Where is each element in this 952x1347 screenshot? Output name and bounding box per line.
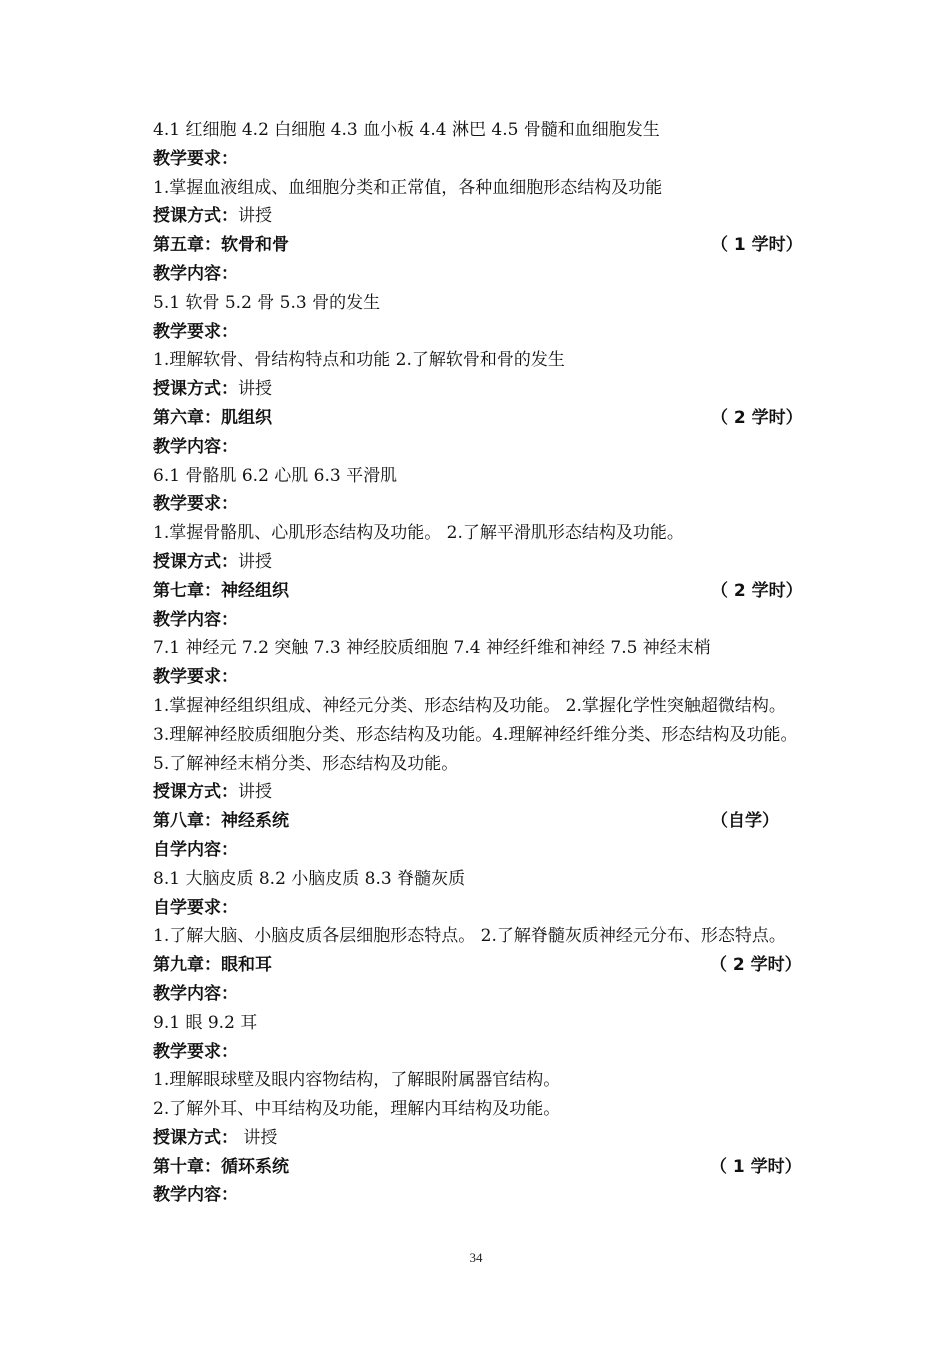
- chapter-heading-7: [153, 577, 883, 606]
- section-label-requirements: 教学要求：: [153, 667, 238, 688]
- section-label-requirements: 教学要求：: [153, 321, 238, 342]
- teaching-method-label: 授课方式：: [153, 782, 238, 803]
- requirement-text: 1.了解大脑、小脑皮质各层细胞形态特点。 2.了解脊髓灰质神经元分布、形态特点。: [153, 926, 786, 947]
- requirement-text: 3.理解神经胶质细胞分类、形态结构及功能。4.理解神经纤维分类、形态结构及功能。: [153, 724, 798, 745]
- requirement-text: 2.了解外耳、中耳结构及功能，理解内耳结构及功能。: [153, 1099, 561, 1120]
- content-list-ch7: 7.1 神经元 7.2 突触 7.3 神经胶质细胞 7.4 神经纤维和神经 7.5 神经末梢: [153, 638, 711, 659]
- content-list-ch6: 6.1 骨骼肌 6.2 心肌 6.3 平滑肌: [153, 465, 398, 486]
- requirement-text: 1.掌握神经组织组成、神经元分类、形态结构及功能。 2.掌握化学性突触超微结构。: [153, 695, 786, 716]
- section-label-requirements: 教学要求：: [153, 148, 238, 169]
- teaching-method-row: [153, 375, 883, 404]
- section-label-content: 教学内容：: [153, 436, 238, 457]
- chapter-heading-6: [153, 404, 883, 433]
- teaching-method-row: [153, 202, 883, 231]
- teaching-method-label: 授课方式：: [153, 379, 238, 400]
- chapter-hours: （ 2 学时）: [711, 407, 803, 428]
- content-list-ch5: 5.1 软骨 5.2 骨 5.3 骨的发生: [153, 292, 381, 313]
- teaching-method-row: [153, 548, 883, 577]
- teaching-method-label: 授课方式：: [153, 1127, 238, 1148]
- chapter-title: 第九章：眼和耳: [153, 955, 272, 976]
- requirement-text: 1.理解软骨、骨结构特点和功能 2.了解软骨和骨的发生: [153, 350, 565, 371]
- requirement-text: 5.了解神经末梢分类、形态结构及功能。: [153, 753, 459, 774]
- chapter-hours: （ 2 学时）: [710, 955, 802, 976]
- teaching-method-value: 讲授: [238, 1127, 278, 1148]
- chapter-hours: （ 1 学时）: [710, 1156, 802, 1177]
- chapter-heading-10: [153, 1153, 883, 1182]
- teaching-method-row: [153, 778, 883, 807]
- teaching-method-value: 讲授: [238, 782, 272, 803]
- content-list-ch9: 9.1 眼 9.2 耳: [153, 1012, 258, 1033]
- chapter-heading-9: [153, 951, 883, 980]
- section-label-content: 教学内容：: [153, 263, 238, 284]
- section-label-self-study-content: 自学内容：: [153, 839, 238, 860]
- teaching-method-label: 授课方式：: [153, 551, 238, 572]
- content-list-ch4: 4.1 红细胞 4.2 白细胞 4.3 血小板 4.4 淋巴 4.5 骨髓和血细胞发生: [153, 120, 660, 140]
- chapter-hours: （自学）: [711, 811, 779, 832]
- section-label-content: 教学内容：: [153, 1185, 238, 1206]
- chapter-hours: （ 1 学时）: [711, 235, 803, 256]
- chapter-title: 第八章：神经系统: [153, 811, 289, 832]
- section-label-requirements: 教学要求：: [153, 1041, 238, 1062]
- page-number: 34: [469, 1250, 483, 1265]
- requirement-text: 1.掌握骨骼肌、心肌形态结构及功能。 2.了解平滑肌形态结构及功能。: [153, 523, 684, 544]
- chapter-heading-5: [153, 231, 883, 260]
- requirement-text: 1.理解眼球壁及眼内容物结构，了解眼附属器官结构。: [153, 1070, 561, 1091]
- section-label-content: 教学内容：: [153, 609, 238, 630]
- requirement-text: 1.掌握血液组成、血细胞分类和正常值，各种血细胞形态结构及功能: [153, 177, 663, 198]
- chapter-title: 第七章：神经组织: [153, 580, 289, 601]
- chapter-title: 第十章：循环系统: [153, 1156, 289, 1177]
- teaching-method-label: 授课方式：: [153, 206, 238, 227]
- teaching-method-value: 讲授: [238, 379, 272, 400]
- page-content: [153, 116, 883, 1210]
- content-list-ch8: 8.1 大脑皮质 8.2 小脑皮质 8.3 脊髓灰质: [153, 868, 466, 889]
- teaching-method-value: 讲授: [238, 206, 272, 227]
- teaching-method-value: 讲授: [238, 551, 272, 572]
- chapter-title: 第五章：软骨和骨: [153, 235, 289, 256]
- section-label-content: 教学内容：: [153, 983, 238, 1004]
- teaching-method-row: [153, 1124, 883, 1153]
- chapter-heading-8: [153, 807, 883, 836]
- chapter-title: 第六章：肌组织: [153, 407, 272, 428]
- section-label-self-study-requirements: 自学要求：: [153, 897, 238, 918]
- chapter-hours: （ 2 学时）: [711, 580, 803, 601]
- section-label-requirements: 教学要求：: [153, 494, 238, 515]
